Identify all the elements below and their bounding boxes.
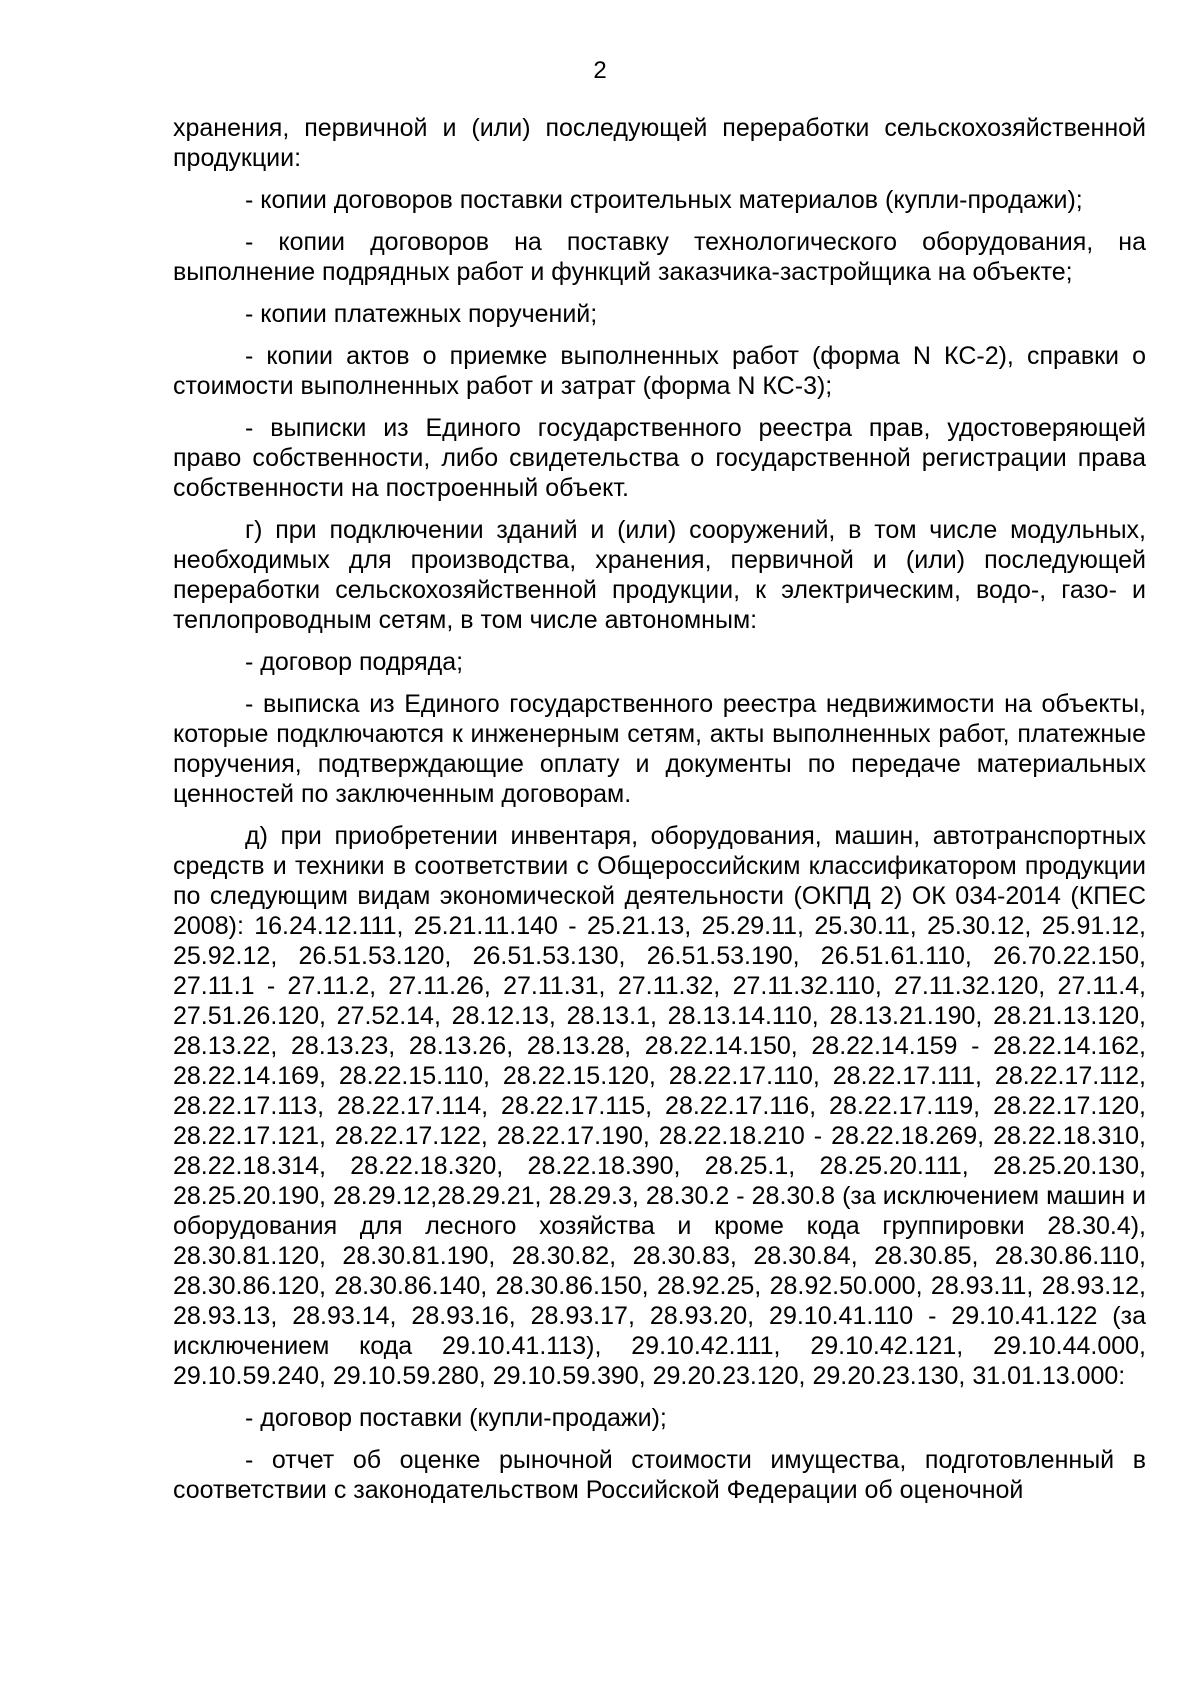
paragraph-supply-contracts: - копии договоров поставки строительных материалов (купли-продажи); [245, 186, 1083, 214]
paragraph-work-contract: - договор подряда; [245, 648, 464, 676]
paragraph-acceptance-acts: - копии актов о приемке выполненных работ (форма N КС-2), справки о стоимости выполненных работ и затрат (форма N КС-3); [173, 342, 1146, 400]
paragraph-item-g: г) при подключении зданий и (или) сооружений, в том числе модульных, необходимых для производства, хранения, первичной и (или) последующей переработки сельскохозяйственной продукции, к электрическим, водо-, газо- и теплопроводным сетям, в том числе автономным: [173, 516, 1146, 634]
paragraph-continuation: хранения, первичной и (или) последующей переработки сельскохозяйственной продукции: [173, 114, 1146, 172]
paragraph-delivery-contract: - договор поставки (купли-продажи); [245, 1404, 667, 1432]
document-body [173, 113, 1146, 1505]
paragraph-equipment-contracts: - копии договоров на поставку технологического оборудования, на выполнение подрядных работ и функций заказчика-застройщика на объекте; [173, 228, 1146, 286]
paragraph-registry-extracts: - выписки из Единого государственного реестра прав, удостоверяющей право собственности, либо свидетельства о государственной регистрации права собственности на построенный объект. [173, 414, 1146, 502]
page-number: 2 [593, 57, 607, 84]
paragraph-payment-orders: - копии платежных поручений; [245, 300, 598, 328]
paragraph-valuation-report: - отчет об оценке рыночной стоимости имущества, подготовленный в соответствии с законодательством Российской Федерации об оценочной [173, 1446, 1146, 1504]
paragraph-item-d: д) при приобретении инвентаря, оборудования, машин, автотранспортных средств и техники в соответствии с Общероссийским классификатором продукции по следующим видам экономической деятельности (ОКПД 2) ОК 034-2014 (КПЕС 2008): 16.24.12.111, 25.21.11.140 - 25.21.13, 25.29.11, 25.30.11, 25.30.12, 25.91.12, 25.92.12, 26.51.53.120, 26.51.53.130, 26.51.53.190, 26.51.61.110, 26.70.22.150, 27.11.1 - 27.11.2, 27.11.26, 27.11.31, 27.11.32, 27.11.32.110, 27.11.32.120, 27.11.4, 27.51.26.120, 27.52.14, 28.12.13, 28.13.1, 28.13.14.110, 28.13.21.190, 28.21.13.120, 28.13.22, 28.13.23, 28.13.26, 28.13.28, 28.22.14.150, 28.22.14.159 - 28.22.14.162, 28.22.14.169, 28.22.15.110, 28.22.15.120, 28.22.17.110, 28.22.17.111, 28.22.17.112, 28.22.17.113, 28.22.17.114, 28.22.17.115, 28.22.17.116, 28.22.17.119, 28.22.17.120, 28.22.17.121, 28.22.17.122, 28.22.17.190, 28.22.18.210 - 28.22.18.269, 28.22.18.310, 28.22.18.314, 28.22.18.320, 28.22.18.390, 28.25.1, 28.25.20.111, 28.25.20.130, 28.25.20.190, 28.29.12,28.29.21, 28.29.3, 28.30.2 - 28.30.8 (за исключением машин и оборудования для лесного хозяйства и кроме кода группировки 28.30.4), 28.30.81.120, 28.30.81.190, 28.30.82, 28.30.83, 28.30.84, 28.30.85, 28.30.86.110, 28.30.86.120, 28.30.86.140, 28.30.86.150, 28.92.25, 28.92.50.000, 28.93.11, 28.93.12, 28.93.13, 28.93.14, 28.93.16, 28.93.17, 28.93.20, 29.10.41.110 - 29.10.41.122 (за исключением кода 29.10.41.113), 29.10.42.111, 29.10.42.121, 29.10.44.000, 29.10.59.240, 29.10.59.280, 29.10.59.390, 29.20.23.120, 29.20.23.130, 31.01.13.000: [173, 822, 1146, 1390]
paragraph-property-registry: - выписка из Единого государственного реестра недвижимости на объекты, которые подключаются к инженерным сетям, акты выполненных работ, платежные поручения, подтверждающие оплату и документы по передаче материальных ценностей по заключенным договорам. [173, 690, 1146, 808]
